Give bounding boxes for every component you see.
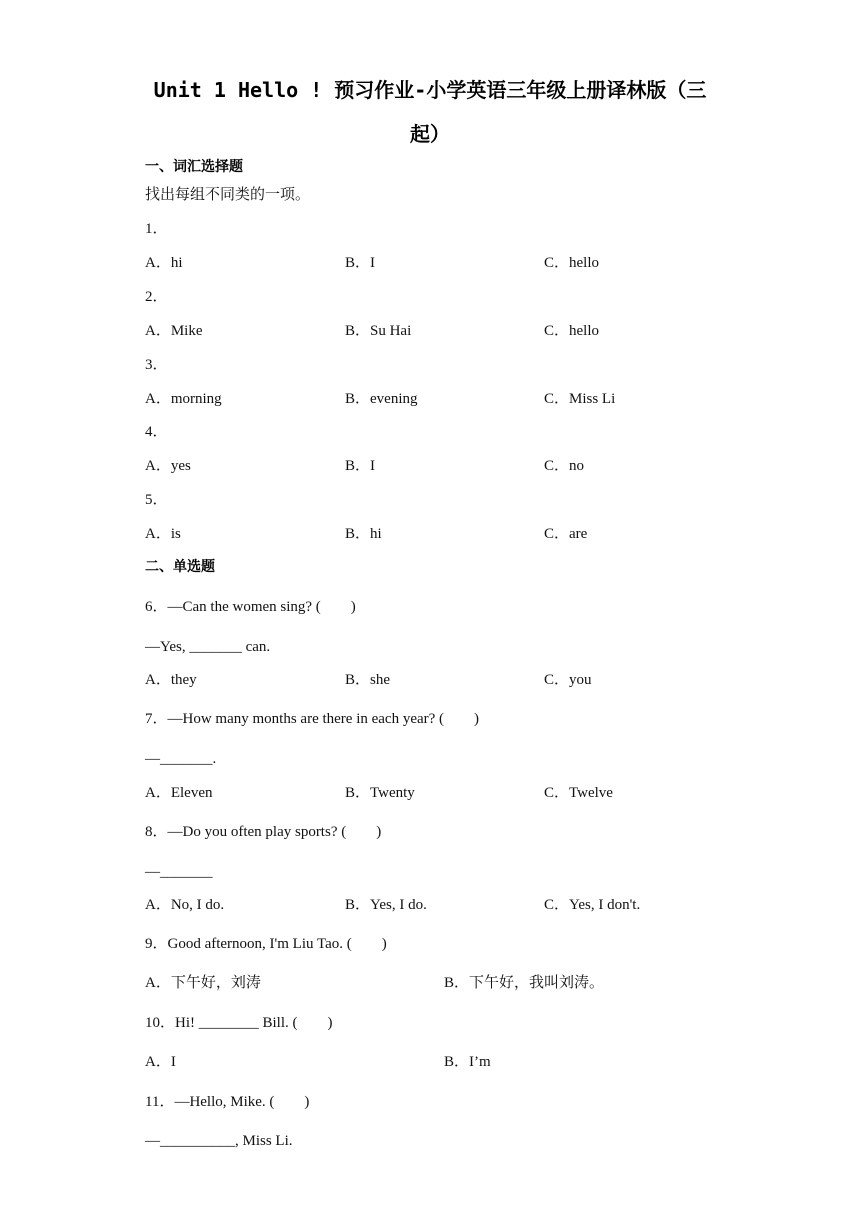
question-number-2: 2．: [145, 289, 168, 305]
q7-stem: 7．—How many months are there in each year? ( ): [145, 711, 480, 727]
q1-option-c: C．hello: [544, 255, 599, 271]
q3-option-a: A．morning: [145, 391, 222, 407]
q5-option-a: A．is: [145, 526, 181, 542]
q3-option-b: B．evening: [345, 391, 418, 407]
q7-option-b: B．Twenty: [345, 785, 415, 801]
q2-option-b: B．Su Hai: [345, 323, 412, 339]
q4-option-b: B．I: [345, 458, 376, 474]
q6-option-c: C．you: [544, 672, 592, 688]
page-title-line-1: Unit 1 Hello ! 预习作业-小学英语三年级上册译林版（三: [153, 78, 707, 102]
q9-option-a: A．下午好，刘涛: [145, 975, 261, 991]
q8-option-b: B．Yes, I do.: [345, 897, 427, 913]
q2-option-c: C．hello: [544, 323, 599, 339]
q8-answer-line: —_______: [145, 864, 213, 880]
q4-option-c: C．no: [544, 458, 585, 474]
q6-answer-line: —Yes, _______ can.: [145, 639, 271, 655]
q10-stem: 10．Hi! ________ Bill. ( ): [145, 1015, 333, 1031]
q7-option-c: C．Twelve: [544, 785, 613, 801]
q8-option-c: C．Yes, I don't.: [544, 897, 641, 913]
section-instruction: 找出每组不同类的一项。: [145, 187, 311, 203]
question-number-3: 3．: [145, 357, 168, 373]
q5-option-b: B．hi: [345, 526, 382, 542]
section-heading-vocabulary: 一、词汇选择题: [145, 159, 243, 175]
question-number-1: 1．: [145, 221, 168, 237]
q10-option-a: A．I: [145, 1054, 176, 1070]
q3-option-c: C．Miss Li: [544, 391, 616, 407]
q6-option-b: B．she: [345, 672, 391, 688]
q10-option-b: B．I’m: [444, 1054, 491, 1070]
q6-stem: 6．—Can the women sing? ( ): [145, 599, 356, 615]
question-number-4: 4．: [145, 424, 168, 440]
q5-option-c: C．are: [544, 526, 588, 542]
q11-answer-line: —__________, Miss Li.: [145, 1133, 293, 1149]
page-title-line-2: 起）: [410, 122, 450, 146]
q1-option-a: A．hi: [145, 255, 183, 271]
q11-stem: 11．—Hello, Mike. ( ): [145, 1094, 310, 1110]
q8-stem: 8．—Do you often play sports? ( ): [145, 824, 382, 840]
question-number-5: 5．: [145, 492, 168, 508]
q9-option-b: B．下午好，我叫刘涛。: [444, 975, 605, 991]
q4-option-a: A．yes: [145, 458, 191, 474]
q7-answer-line: —_______.: [145, 751, 217, 767]
q6-option-a: A．they: [145, 672, 197, 688]
q9-stem: 9．Good afternoon, I'm Liu Tao. ( ): [145, 936, 387, 952]
q1-option-b: B．I: [345, 255, 376, 271]
q2-option-a: A．Mike: [145, 323, 203, 339]
section-heading-single-choice: 二、单选题: [145, 559, 215, 575]
q7-option-a: A．Eleven: [145, 785, 213, 801]
q8-option-a: A．No, I do.: [145, 897, 225, 913]
